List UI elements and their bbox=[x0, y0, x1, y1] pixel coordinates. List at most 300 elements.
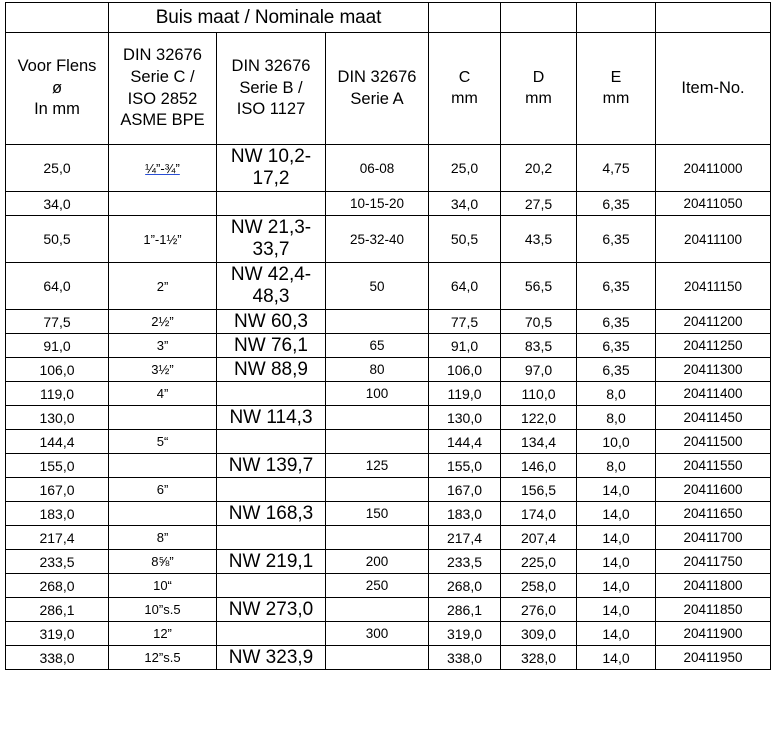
cell-serie_a bbox=[326, 430, 429, 454]
cell-value: NW 273,0 bbox=[228, 598, 314, 620]
table-row bbox=[6, 382, 771, 406]
cell-c bbox=[429, 622, 501, 646]
header-line: E bbox=[610, 68, 622, 86]
cell-serie_a bbox=[326, 406, 429, 430]
cell-e bbox=[577, 550, 656, 574]
cell-value: 20411900 bbox=[683, 626, 743, 641]
cell-d bbox=[501, 574, 577, 598]
cell-value: 2” bbox=[156, 278, 169, 294]
cell-d bbox=[501, 454, 577, 478]
cell-d bbox=[501, 550, 577, 574]
cell-value: 134,4 bbox=[520, 433, 557, 450]
cell-serie_c bbox=[109, 358, 217, 382]
header-corner-blank-c bbox=[429, 3, 501, 33]
cell-flens bbox=[6, 310, 109, 334]
cell-value: 8” bbox=[156, 530, 169, 545]
table-header bbox=[6, 3, 771, 145]
header-cell-e bbox=[577, 33, 656, 145]
cell-serie_a bbox=[326, 502, 429, 526]
cell-serie_c bbox=[109, 406, 217, 430]
header-line: mm bbox=[525, 89, 552, 107]
cell-value: 207,4 bbox=[520, 529, 557, 546]
cell-serie_b bbox=[217, 646, 326, 670]
cell-value: 125 bbox=[365, 458, 389, 473]
cell-value: 4,75 bbox=[602, 160, 630, 176]
table-row bbox=[6, 216, 771, 263]
cell-value: NW 60,3 bbox=[234, 310, 308, 332]
cell-value: 8,0 bbox=[606, 457, 626, 474]
cell-e bbox=[577, 310, 656, 334]
cell-item bbox=[656, 622, 771, 646]
cell-value: 20411000 bbox=[683, 160, 743, 176]
cell-e bbox=[577, 502, 656, 526]
cell-value: 20411950 bbox=[683, 650, 743, 665]
cell-flens bbox=[6, 550, 109, 574]
cell-value: 27,5 bbox=[524, 195, 553, 212]
cell-value: 286,1 bbox=[39, 601, 75, 618]
cell-d bbox=[501, 192, 577, 216]
cell-value: 6,35 bbox=[602, 278, 630, 294]
cell-value: 8,0 bbox=[606, 409, 626, 426]
cell-serie_b bbox=[217, 334, 326, 358]
cell-value: 2½” bbox=[151, 314, 174, 329]
cell-item bbox=[656, 646, 771, 670]
cell-item bbox=[656, 550, 771, 574]
cell-e bbox=[577, 598, 656, 622]
cell-value: 258,0 bbox=[520, 577, 557, 594]
cell-value: 3” bbox=[156, 338, 169, 353]
cell-e bbox=[577, 406, 656, 430]
cell-serie_b bbox=[217, 622, 326, 646]
cell-value: 338,0 bbox=[446, 649, 483, 666]
cell-value: 20411800 bbox=[683, 578, 743, 593]
cell-e bbox=[577, 646, 656, 670]
cell-serie_a bbox=[326, 216, 429, 263]
cell-serie_b bbox=[217, 454, 326, 478]
cell-value: 6,35 bbox=[602, 231, 630, 247]
cell-item bbox=[656, 216, 771, 263]
cell-serie_a bbox=[326, 622, 429, 646]
cell-serie_b bbox=[217, 310, 326, 334]
cell-d bbox=[501, 145, 577, 192]
cell-value: 14,0 bbox=[602, 553, 630, 570]
cell-value: 110,0 bbox=[521, 385, 556, 402]
cell-c bbox=[429, 598, 501, 622]
cell-value: NW 139,7 bbox=[228, 454, 314, 476]
table-row bbox=[6, 192, 771, 216]
cell-flens bbox=[6, 622, 109, 646]
cell-value: 10”s.5 bbox=[144, 602, 181, 617]
table-row bbox=[6, 622, 771, 646]
cell-serie_c bbox=[109, 334, 217, 358]
cell-value: 14,0 bbox=[602, 481, 630, 498]
cell-value: NW 42,4-48,3 bbox=[230, 264, 312, 307]
cell-value: NW 219,1 bbox=[228, 550, 314, 572]
cell-value: 6,35 bbox=[602, 313, 630, 330]
header-line: Voor Flens bbox=[17, 56, 97, 75]
cell-c bbox=[429, 263, 501, 310]
header-line: ISO 2852 bbox=[127, 89, 198, 108]
cell-e bbox=[577, 478, 656, 502]
cell-c bbox=[429, 502, 501, 526]
header-line: ø bbox=[51, 78, 63, 97]
cell-value: 65 bbox=[369, 338, 385, 353]
cell-value: 50,5 bbox=[43, 231, 71, 247]
cell-serie_b bbox=[217, 478, 326, 502]
cell-value: 20411450 bbox=[683, 410, 743, 425]
cell-value: 4” bbox=[156, 386, 169, 401]
cell-value: 20411050 bbox=[683, 196, 743, 211]
cell-value: 25,0 bbox=[43, 160, 71, 176]
cell-serie_a bbox=[326, 310, 429, 334]
cell-item bbox=[656, 478, 771, 502]
cell-d bbox=[501, 263, 577, 310]
cell-value: 122,0 bbox=[520, 409, 557, 426]
cell-c bbox=[429, 145, 501, 192]
cell-flens bbox=[6, 526, 109, 550]
cell-value: 119,0 bbox=[447, 385, 482, 402]
cell-serie_b bbox=[217, 502, 326, 526]
cell-serie_c bbox=[109, 310, 217, 334]
cell-item bbox=[656, 574, 771, 598]
header-corner-blank-d bbox=[501, 3, 577, 33]
cell-value: 20,2 bbox=[524, 160, 553, 176]
cell-value: 91,0 bbox=[450, 337, 479, 354]
header-cell-serie_a bbox=[326, 33, 429, 145]
cell-value: NW 323,9 bbox=[228, 646, 314, 668]
cell-item bbox=[656, 430, 771, 454]
cell-serie_a bbox=[326, 382, 429, 406]
cell-value: 50,5 bbox=[450, 231, 479, 247]
cell-serie_a bbox=[326, 145, 429, 192]
cell-value: 20411200 bbox=[683, 314, 743, 329]
header-corner-blank-item bbox=[656, 3, 771, 33]
cell-e bbox=[577, 192, 656, 216]
header-line: D bbox=[532, 68, 545, 86]
header-cell-d bbox=[501, 33, 577, 145]
cell-flens bbox=[6, 358, 109, 382]
cell-serie_b bbox=[217, 145, 326, 192]
cell-d bbox=[501, 382, 577, 406]
cell-value: 80 bbox=[369, 362, 385, 377]
header-cell-flens bbox=[6, 33, 109, 145]
cell-value: 174,0 bbox=[520, 505, 557, 522]
cell-e bbox=[577, 358, 656, 382]
table-row bbox=[6, 454, 771, 478]
cell-d bbox=[501, 622, 577, 646]
cell-value: 146,0 bbox=[520, 457, 557, 474]
cell-value: 56,5 bbox=[524, 278, 553, 294]
cell-e bbox=[577, 334, 656, 358]
cell-serie_a bbox=[326, 598, 429, 622]
cell-item bbox=[656, 454, 771, 478]
cell-value: 338,0 bbox=[39, 649, 75, 666]
cell-value: 43,5 bbox=[524, 231, 553, 247]
cell-serie_a bbox=[326, 192, 429, 216]
cell-value: 14,0 bbox=[602, 505, 630, 522]
cell-serie_c bbox=[109, 574, 217, 598]
cell-value: 150 bbox=[365, 506, 389, 521]
cell-c bbox=[429, 310, 501, 334]
table-row bbox=[6, 478, 771, 502]
header-cell-serie_b bbox=[217, 33, 326, 145]
cell-value: 20411600 bbox=[683, 482, 743, 497]
cell-d bbox=[501, 598, 577, 622]
cell-item bbox=[656, 192, 771, 216]
cell-value: 70,5 bbox=[524, 313, 553, 330]
cell-d bbox=[501, 646, 577, 670]
cell-serie_b bbox=[217, 263, 326, 310]
cell-c bbox=[429, 216, 501, 263]
cell-value: 225,0 bbox=[520, 553, 557, 570]
cell-serie_c bbox=[109, 430, 217, 454]
cell-c bbox=[429, 430, 501, 454]
cell-serie_c bbox=[109, 263, 217, 310]
cell-flens bbox=[6, 334, 109, 358]
cell-value: 130,0 bbox=[39, 409, 75, 426]
cell-serie_a bbox=[326, 646, 429, 670]
cell-c bbox=[429, 478, 501, 502]
header-line: Serie A bbox=[350, 89, 404, 108]
cell-value: 20411500 bbox=[683, 434, 743, 449]
cell-serie_b bbox=[217, 382, 326, 406]
table-row bbox=[6, 263, 771, 310]
cell-value: 25-32-40 bbox=[349, 231, 405, 247]
cell-value: 6,35 bbox=[602, 337, 630, 354]
cell-value: 233,5 bbox=[39, 553, 75, 570]
cell-value: 25,0 bbox=[450, 160, 479, 176]
cell-d bbox=[501, 334, 577, 358]
cell-value: 319,0 bbox=[446, 625, 483, 642]
cell-value: 77,5 bbox=[450, 313, 479, 330]
table-row bbox=[6, 145, 771, 192]
cell-value: 1”-1½” bbox=[143, 231, 182, 247]
cell-flens bbox=[6, 192, 109, 216]
cell-c bbox=[429, 646, 501, 670]
cell-c bbox=[429, 334, 501, 358]
header-group-buis-maat: Buis maat / Nominale maat bbox=[109, 3, 429, 33]
cell-serie_a bbox=[326, 550, 429, 574]
cell-value: 20411250 bbox=[683, 338, 743, 353]
cell-value: 50 bbox=[369, 278, 385, 294]
cell-e bbox=[577, 263, 656, 310]
cell-value: 167,0 bbox=[446, 481, 483, 498]
cell-serie_a bbox=[326, 263, 429, 310]
cell-value: NW 168,3 bbox=[228, 502, 314, 524]
spec-sheet bbox=[0, 2, 775, 753]
cell-serie_a bbox=[326, 526, 429, 550]
cell-serie_c bbox=[109, 192, 217, 216]
cell-value: 155,0 bbox=[39, 457, 75, 474]
cell-value: 276,0 bbox=[520, 601, 557, 618]
cell-value: 10,0 bbox=[602, 433, 630, 450]
cell-value: 14,0 bbox=[602, 577, 630, 594]
cell-flens bbox=[6, 646, 109, 670]
cell-d bbox=[501, 430, 577, 454]
cell-item bbox=[656, 263, 771, 310]
cell-serie_c bbox=[109, 502, 217, 526]
cell-serie_b bbox=[217, 406, 326, 430]
cell-value: 300 bbox=[365, 626, 389, 641]
cell-value: 20411700 bbox=[683, 530, 743, 545]
cell-value: 20411100 bbox=[683, 231, 743, 247]
cell-serie_a bbox=[326, 334, 429, 358]
cell-value: 217,4 bbox=[39, 529, 75, 546]
cell-c bbox=[429, 192, 501, 216]
cell-serie_a bbox=[326, 574, 429, 598]
cell-value: 14,0 bbox=[602, 601, 630, 618]
cell-value: 156,5 bbox=[520, 481, 557, 498]
cell-serie_a bbox=[326, 478, 429, 502]
cell-value: 64,0 bbox=[450, 278, 479, 294]
header-group-row bbox=[6, 3, 771, 33]
header-line: mm bbox=[451, 89, 478, 107]
cell-c bbox=[429, 358, 501, 382]
cell-flens bbox=[6, 430, 109, 454]
header-line: C bbox=[458, 68, 471, 86]
table-row bbox=[6, 406, 771, 430]
header-line: mm bbox=[602, 89, 630, 107]
header-cell-c bbox=[429, 33, 501, 145]
cell-flens bbox=[6, 216, 109, 263]
cell-value: 155,0 bbox=[446, 457, 483, 474]
cell-value: 20411650 bbox=[683, 506, 743, 521]
cell-d bbox=[501, 216, 577, 263]
cell-flens bbox=[6, 382, 109, 406]
table-row bbox=[6, 550, 771, 574]
table-body bbox=[6, 145, 771, 670]
cell-value: 183,0 bbox=[39, 505, 75, 522]
cell-e bbox=[577, 145, 656, 192]
cell-serie_b bbox=[217, 526, 326, 550]
cell-item bbox=[656, 334, 771, 358]
cell-serie_b bbox=[217, 574, 326, 598]
cell-value: NW 114,3 bbox=[229, 406, 313, 428]
cell-value: 144,4 bbox=[446, 433, 483, 450]
cell-e bbox=[577, 622, 656, 646]
cell-value: 20411750 bbox=[683, 554, 743, 569]
cell-value: 77,5 bbox=[43, 313, 71, 330]
cell-value: 217,4 bbox=[446, 529, 483, 546]
cell-serie_c bbox=[109, 382, 217, 406]
cell-c bbox=[429, 454, 501, 478]
cell-serie_c bbox=[109, 550, 217, 574]
cell-value: 20411850 bbox=[683, 602, 743, 617]
cell-value: 20411300 bbox=[683, 362, 743, 377]
table-row bbox=[6, 502, 771, 526]
cell-value: NW 76,1 bbox=[234, 334, 308, 356]
cell-item bbox=[656, 382, 771, 406]
cell-value: 12” bbox=[153, 626, 172, 641]
cell-d bbox=[501, 310, 577, 334]
header-corner-blank-e bbox=[577, 3, 656, 33]
cell-item bbox=[656, 598, 771, 622]
cell-flens bbox=[6, 478, 109, 502]
cell-value: 14,0 bbox=[602, 625, 630, 642]
cell-flens bbox=[6, 598, 109, 622]
cell-serie_b bbox=[217, 598, 326, 622]
cell-value: 106,0 bbox=[446, 361, 483, 378]
header-line: DIN 32676 bbox=[231, 56, 311, 75]
cell-value: 6,35 bbox=[602, 195, 630, 212]
cell-serie_b bbox=[217, 192, 326, 216]
cell-value: 130,0 bbox=[446, 409, 483, 426]
cell-value: 20411150 bbox=[683, 278, 743, 294]
cell-value: 3½” bbox=[151, 362, 174, 377]
cell-value: 64,0 bbox=[43, 278, 71, 294]
cell-value: 200 bbox=[365, 554, 389, 569]
table-row bbox=[6, 430, 771, 454]
cell-c bbox=[429, 406, 501, 430]
cell-flens bbox=[6, 574, 109, 598]
header-columns-row bbox=[6, 33, 771, 145]
cell-value: NW 10,2-17,2 bbox=[230, 146, 312, 189]
cell-item bbox=[656, 502, 771, 526]
cell-value: 328,0 bbox=[520, 649, 557, 666]
header-line: In mm bbox=[34, 100, 80, 119]
cell-item bbox=[656, 358, 771, 382]
cell-e bbox=[577, 382, 656, 406]
header-line: DIN 32676 bbox=[337, 67, 417, 86]
cell-flens bbox=[6, 454, 109, 478]
header-line: Serie B / bbox=[239, 78, 303, 97]
cell-c bbox=[429, 574, 501, 598]
cell-d bbox=[501, 526, 577, 550]
cell-value: 183,0 bbox=[446, 505, 483, 522]
cell-serie_c bbox=[109, 454, 217, 478]
cell-value: 8⅝” bbox=[151, 554, 174, 569]
cell-flens bbox=[6, 502, 109, 526]
cell-e bbox=[577, 526, 656, 550]
cell-serie_c bbox=[109, 646, 217, 670]
header-line: ASME BPE bbox=[120, 111, 205, 130]
cell-item bbox=[656, 145, 771, 192]
cell-e bbox=[577, 454, 656, 478]
cell-c bbox=[429, 550, 501, 574]
cell-value: 144,4 bbox=[39, 433, 75, 450]
cell-value: 268,0 bbox=[39, 577, 75, 594]
cell-item bbox=[656, 526, 771, 550]
cell-e bbox=[577, 574, 656, 598]
cell-value: 83,5 bbox=[524, 337, 553, 354]
cell-value: ¼”-¾” bbox=[145, 160, 180, 176]
cell-serie_c bbox=[109, 145, 217, 192]
cell-value: 14,0 bbox=[602, 649, 630, 666]
cell-value: 34,0 bbox=[43, 195, 71, 212]
cell-flens bbox=[6, 406, 109, 430]
cell-e bbox=[577, 216, 656, 263]
cell-value: 10-15-20 bbox=[349, 196, 405, 211]
header-line: DIN 32676 bbox=[123, 45, 202, 64]
table-row bbox=[6, 334, 771, 358]
cell-value: 167,0 bbox=[39, 481, 75, 498]
cell-serie_b bbox=[217, 358, 326, 382]
cell-serie_a bbox=[326, 358, 429, 382]
table-row bbox=[6, 646, 771, 670]
table-row bbox=[6, 526, 771, 550]
cell-serie_a bbox=[326, 454, 429, 478]
cell-serie_c bbox=[109, 526, 217, 550]
cell-value: 34,0 bbox=[450, 195, 479, 212]
cell-serie_c bbox=[109, 216, 217, 263]
table-row bbox=[6, 358, 771, 382]
cell-d bbox=[501, 358, 577, 382]
cell-value: 20411550 bbox=[683, 458, 743, 473]
cell-value: 268,0 bbox=[446, 577, 483, 594]
cell-value: 286,1 bbox=[446, 601, 483, 618]
cell-item bbox=[656, 310, 771, 334]
cell-item bbox=[656, 406, 771, 430]
